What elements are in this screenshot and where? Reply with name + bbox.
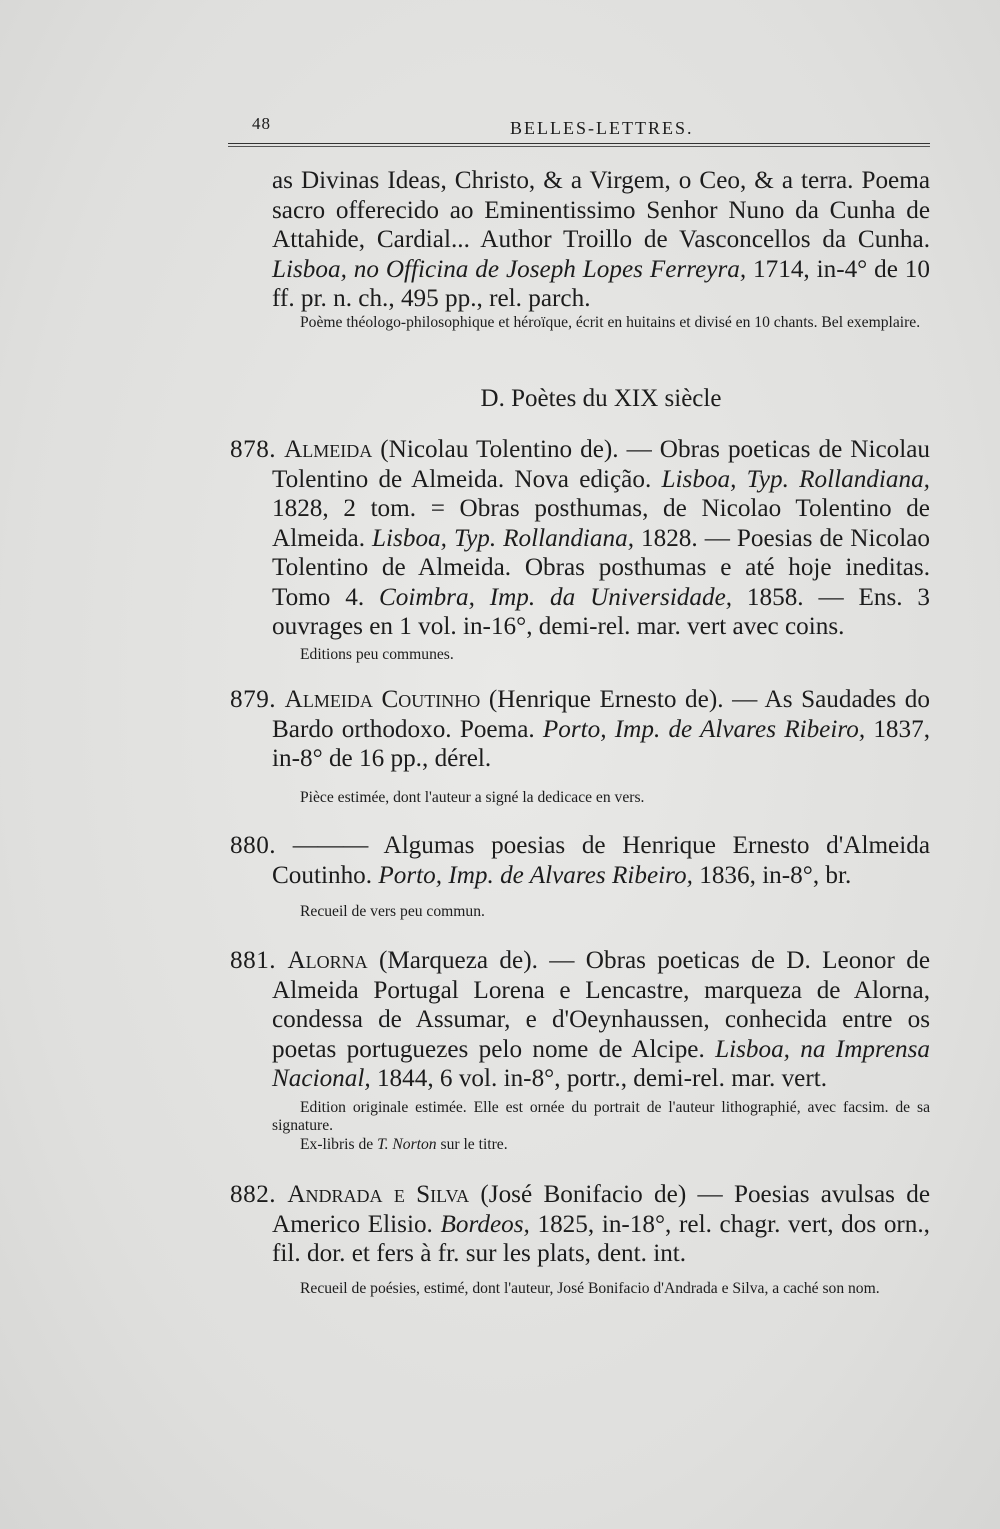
continued-entry-text	[272, 166, 930, 314]
entry-number: 878.	[230, 436, 277, 463]
section-heading	[272, 385, 930, 413]
entry-author: Andrada e Silva	[287, 1181, 470, 1208]
continued-entry-part: 1714, in-4° de 10 ff. pr. n. ch., 495 pp., rel. parch.	[272, 255, 930, 312]
exlibris-text: sur le titre.	[436, 1136, 508, 1153]
header-rule	[228, 143, 930, 147]
entry-note: Editions peu communes.	[300, 646, 454, 663]
catalogue-entry	[230, 946, 931, 1094]
running-title: BELLES-LETTRES.	[510, 118, 694, 138]
continued-entry-part: as Divinas Ideas, Christo, & a Virgem, o Ceo, & a terra. Poema sacro offerecido ao Eminentissimo Senhor Nuno da Cunha de Attahide, Cardial... Author Troillo de Vasconcellos da Cunha.	[272, 167, 930, 253]
page-number: 48	[252, 114, 271, 133]
catalogue-entry	[230, 831, 930, 890]
catalogue-entry	[230, 1180, 930, 1269]
catalogue-entry	[230, 685, 931, 774]
continued-entry-note: Poème théologo-philosophique et héroïque, écrit en huitains et divisé en 10 chants. Bel exemplaire.	[300, 314, 921, 331]
entry-imprint: Coimbra, Imp. da Universidade,	[379, 583, 733, 611]
entry-note: Edition originale estimée. Elle est ornée du portrait de l'auteur lithographié, avec facsim. de sa signature.	[272, 1099, 930, 1134]
entry-text: 1844, 6 vol. in-8°, portr., demi-rel. mar. vert.	[370, 1065, 828, 1092]
entry-note: Pièce estimée, dont l'auteur a signé la dedicace en vers.	[300, 789, 645, 806]
entry-imprint: Lisboa, na Imprensa Nacional,	[272, 1035, 931, 1092]
exlibris-name: T. Norton	[377, 1136, 437, 1153]
catalogue-entry	[230, 435, 931, 642]
entry-imprint: Lisboa, Typ. Rollandiana,	[372, 524, 634, 552]
entry-text: 1858. — Ens. 3 ouvrages en 1 vol. in-16°, demi-rel. mar. vert avec coins.	[272, 583, 931, 640]
entry-author: Almeida Coutinho	[284, 686, 481, 713]
entry-number: 881.	[230, 947, 277, 974]
entry-author: Alorna	[287, 947, 368, 974]
entry-author: Almeida	[284, 436, 373, 463]
entry-text: 1828. — Poesias de Nicolao Tolentino de Almeida. Obras posthumas e até hoje ineditas. Tomo 4.	[272, 524, 930, 611]
entry-number: 882.	[230, 1181, 277, 1208]
entry-note-exlibris	[300, 1136, 930, 1154]
entry-text: (José Bonifacio de) — Poesias avulsas de Americo Elisio.	[272, 1181, 930, 1238]
entry-imprint: Porto, Imp. de Alvares Ribeiro,	[542, 715, 866, 743]
entry-text: (Henrique Ernesto de). — As Saudades do Bardo orthodoxo. Poema.	[272, 686, 930, 743]
entry-note: Recueil de poésies, estimé, dont l'auteur, José Bonifacio d'Andrada e Silva, a caché son nom.	[300, 1280, 880, 1297]
section-heading-text: D. Poètes du XIX siècle	[480, 385, 722, 412]
entry-note: Recueil de vers peu commun.	[300, 903, 485, 920]
entry-imprint: Lisboa, Typ. Rollandiana,	[661, 465, 930, 493]
entry-text: 1825, in-18°, rel. chagr. vert, dos orn., fil. dor. et fers à fr. sur les plats, dent. int.	[272, 1210, 930, 1267]
entry-text: (Nicolau Tolentino de). — Obras poeticas de Nicolau Tolentino de Almeida. Nova edição.	[272, 436, 931, 493]
entry-text: (Marqueza de). — Obras poeticas de D. Leonor de Almeida Portugal Lorena e Lencastre, marqueza de Alorna, condessa de Assumar, e d'Oeynhaussen, conhecida entre os poetas portuguezes pelo nome de Alcipe.	[272, 947, 930, 1063]
entry-text: 1836, in-8°, br.	[692, 861, 852, 889]
exlibris-text: Ex-libris de	[300, 1136, 378, 1153]
entry-imprint: Porto, Imp. de Alvares Ribeiro,	[378, 861, 693, 889]
entry-text: Algumas poesias de Henrique Ernesto d'Almeida Coutinho.	[272, 832, 930, 889]
entry-text: 1837, in-8° de 16 pp., dérel.	[272, 715, 931, 772]
entry-number: 879.	[230, 686, 277, 713]
entry-number: 880.	[230, 832, 277, 859]
continued-entry-imprint: Lisboa, no Officina de Joseph Lopes Ferreyra,	[272, 255, 747, 283]
running-header	[228, 112, 930, 148]
entry-text: 1828, 2 tom. = Obras posthumas, de Nicolao Tolentino de Almeida.	[272, 495, 930, 552]
ditto-dash: ———	[292, 832, 369, 859]
entry-imprint: Bordeos,	[440, 1210, 530, 1238]
